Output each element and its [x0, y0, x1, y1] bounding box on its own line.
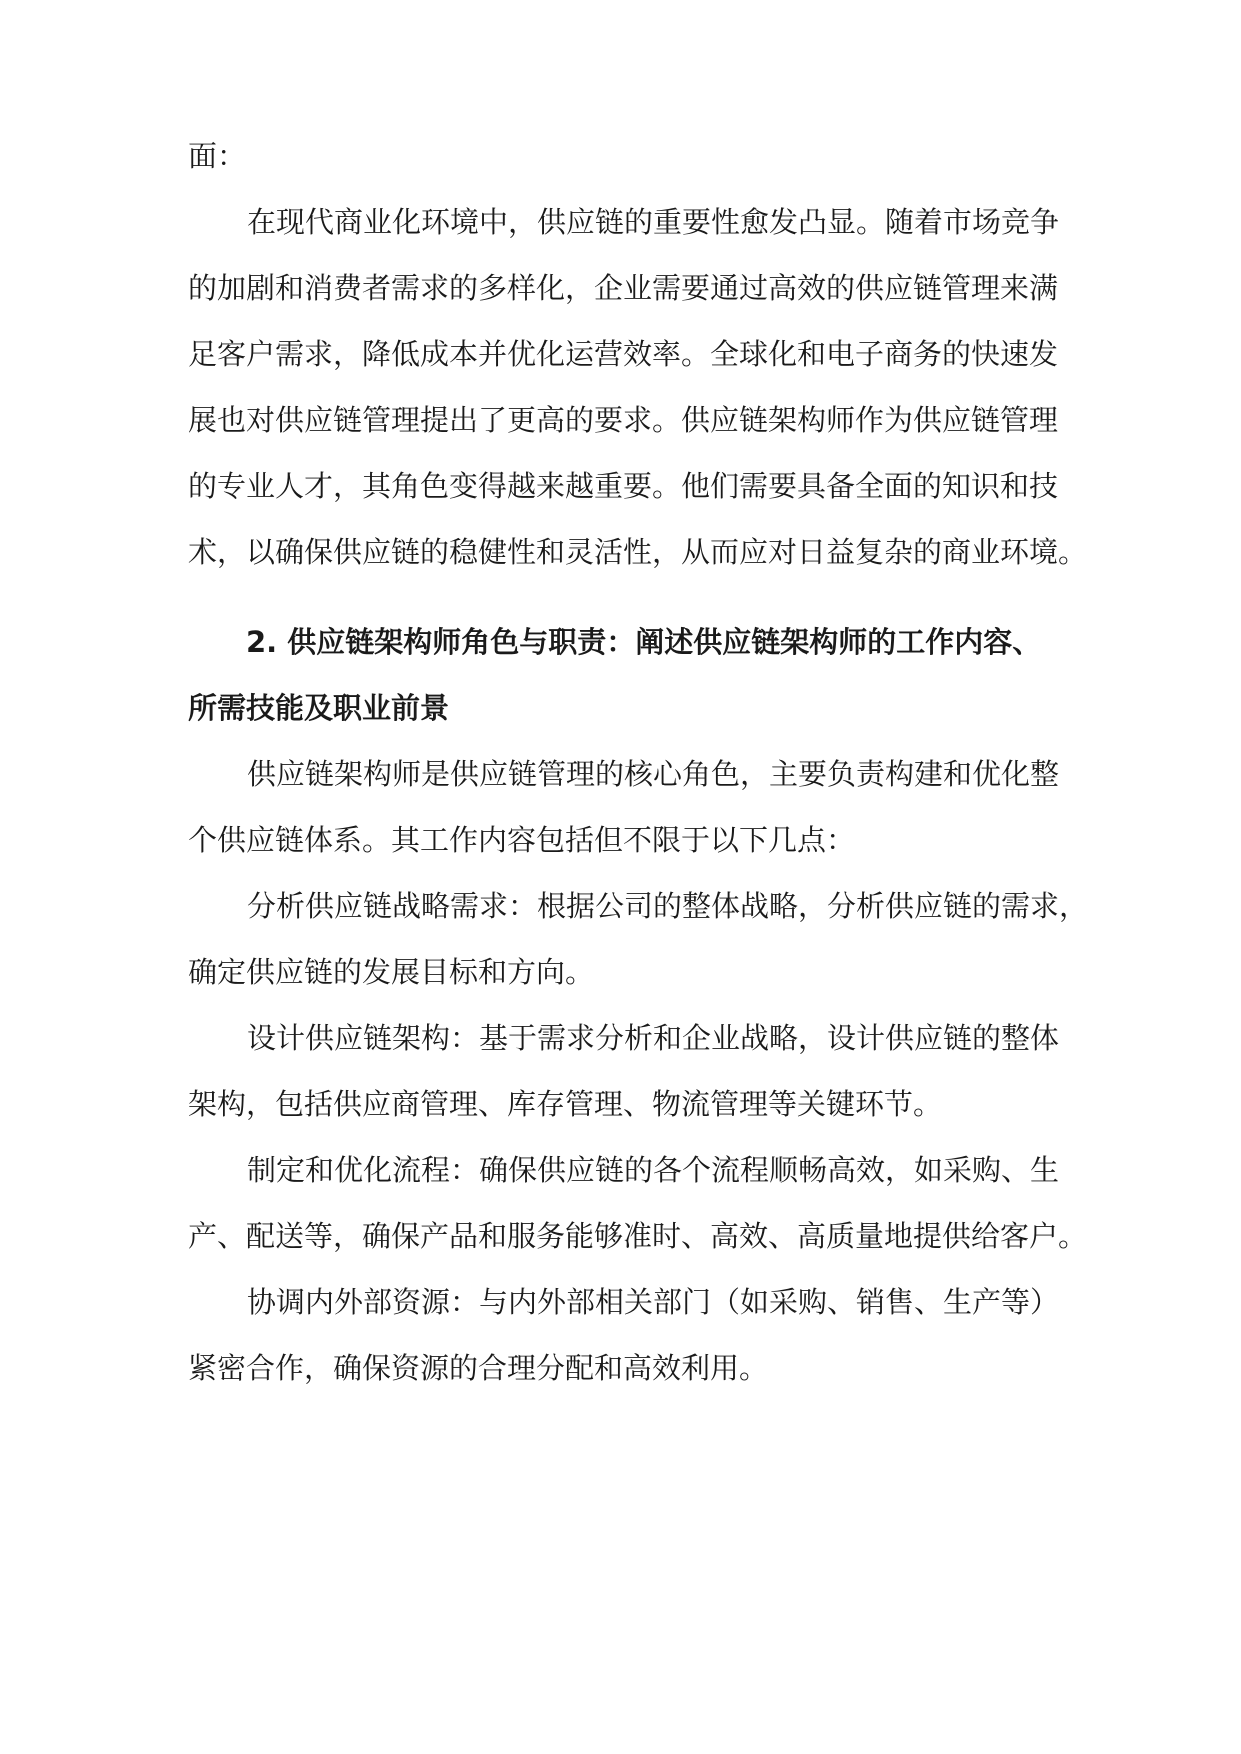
list-item-line: 紧密合作，确保资源的合理分配和高效利用。 [188, 1351, 769, 1385]
paragraph-line: 足客户需求，降低成本并优化运营效率。全球化和电子商务的快速发 [188, 337, 1059, 371]
list-item-line: 制定和优化流程：确保供应链的各个流程顺畅高效，如采购、生 [247, 1153, 1060, 1187]
list-item-line: 架构，包括供应商管理、库存管理、物流管理等关键环节。 [188, 1087, 943, 1121]
paragraph-line: 的专业人才，其角色变得越来越重要。他们需要具备全面的知识和技 [188, 469, 1059, 503]
list-item-line: 分析供应链战略需求：根据公司的整体战略，分析供应链的需求， [247, 889, 1089, 923]
paragraph-line: 术，以确保供应链的稳健性和灵活性，从而应对日益复杂的商业环境。 [188, 535, 1088, 569]
paragraph-line: 供应链架构师是供应链管理的核心角色，主要负责构建和优化整 [247, 757, 1060, 791]
paragraph-line: 在现代商业化环境中，供应链的重要性愈发凸显。随着市场竞争 [247, 205, 1060, 239]
list-item-line: 设计供应链架构：基于需求分析和企业战略，设计供应链的整体 [247, 1021, 1060, 1055]
paragraph-line: 个供应链体系。其工作内容包括但不限于以下几点： [188, 823, 856, 857]
section-heading: 2. 供应链架构师角色与职责：阐述供应链架构师的工作内容、 [246, 625, 1042, 659]
text-line: 面： [188, 139, 247, 173]
list-item-line: 协调内外部资源：与内外部相关部门（如采购、销售、生产等） [247, 1285, 1060, 1319]
list-item-line: 确定供应链的发展目标和方向。 [188, 955, 595, 989]
paragraph-line: 展也对供应链管理提出了更高的要求。供应链架构师作为供应链管理 [188, 403, 1059, 437]
paragraph-line: 的加剧和消费者需求的多样化，企业需要通过高效的供应链管理来满 [188, 271, 1059, 305]
section-heading-continued: 所需技能及职业前景 [188, 691, 450, 725]
list-item-line: 产、配送等，确保产品和服务能够准时、高效、高质量地提供给客户。 [188, 1219, 1088, 1253]
